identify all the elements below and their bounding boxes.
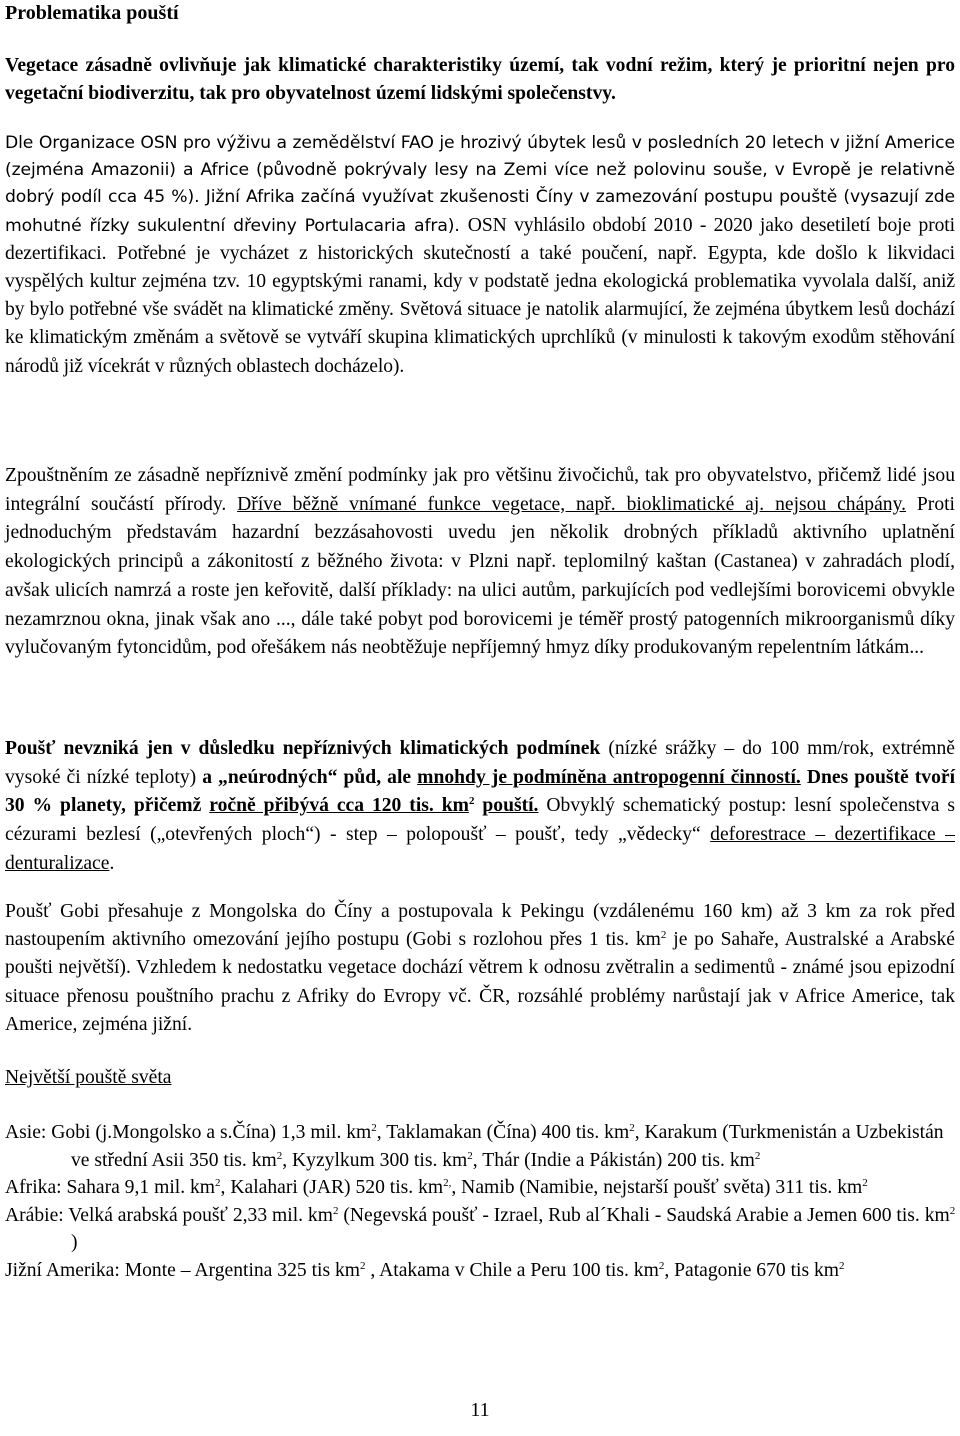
fao-text-5: Egypta, kde došlo k likvidaci vyspělých kultur zejména tzv.	[5, 242, 955, 293]
asia-text-4: , Kyzylkum 300 tis. km	[282, 1149, 468, 1171]
desert-origin-bold-1: Poušť nevzniká jen v důsledku nepříznivých klimatických podmínek	[5, 738, 601, 759]
desert-origin-underlined-4: deforestrace – dezertifikace – denturalizace	[5, 824, 955, 874]
africa-text-3: , Namib (Namibie, nejstarší poušť světa) 311 tis. km	[451, 1177, 863, 1198]
desert-origin-text-3: .	[109, 852, 115, 874]
desertification-text-a: Zpouštněním ze zásadně nepříznivě změní podmínky jak pro většinu živočichů, tak pro obyvatelstvo, přičemž lidé jsou integrální součástí přírody.	[5, 465, 955, 515]
samerica-text-2: , Atakama v Chile a Peru 100 tis. km	[365, 1259, 659, 1281]
asia-sup-5: 2	[754, 1149, 761, 1162]
section-heading: Největší pouště světa	[5, 1067, 172, 1088]
arabia-text-2: (Negevská poušť - Izrael, Rub al´Khali - Saudská Arabie a Jemen 600 tis. km	[338, 1204, 950, 1226]
fao-text-7: Světová situace je natolik alarmující, že zejména úbytkem lesů dochází ke klimatickým změnám a světově se vytváří skupina klimatických uprchlíků (v minulosti k takovým exodům stěhování národů již vícekrát v různých oblastech docházelo).	[5, 299, 955, 377]
list-item-africa	[5, 1174, 957, 1202]
desert-origin-bold-2: a „neúrodných“ půd, ale	[202, 766, 418, 788]
asia-sup-3: 2	[276, 1149, 283, 1162]
africa-text-1: Afrika: Sahara 9,1 mil. km	[5, 1177, 216, 1198]
africa-text-2: , Kalahari (JAR) 520 tis. km	[220, 1177, 444, 1198]
list-item-south-america	[5, 1257, 957, 1285]
desert-origin-text-1: (nízké srážky – do 100 mm/rok, extrémně vysoké či nízké teploty)	[5, 738, 956, 788]
desert-origin-sup: 2	[468, 795, 475, 808]
samerica-sup-3: 2	[839, 1259, 845, 1272]
desert-origin-bold-3: Dnes pouště tvoří 30 % planety, přičemž	[5, 766, 956, 817]
asia-sup-4: 2	[467, 1149, 473, 1162]
desertification-paragraph	[5, 462, 955, 663]
desert-origin-underlined-2: ročně přibývá cca 120 tis. km	[209, 795, 469, 817]
gobi-text-b: je po Sahaře, Australské a Arabské poušti největší). Vzhledem k nedostatku vegetace dochází větrem k odnosu zvětralin a sedimentů - známé jsou epizodní situace přenosu pouštního prachu z Afriky do Evropy vč. ČR, rozsáhlé problémy narůstají jak v Africe Americe, tak Americe, zejména jižní.	[5, 929, 956, 1035]
samerica-text-1: Jižní Amerika: Monte – Argentina 325 tis km	[5, 1259, 361, 1281]
gobi-text-a: Poušť Gobi přesahuje z Mongolska do Číny a postupovala k Pekingu (vzdálenému 160 km) až 3 km za rok před nastoupením aktivního omezování jejího postupu (Gobi s rozlohou přes 1 tis. km	[5, 901, 955, 951]
africa-sup-2: 2,	[443, 1177, 452, 1189]
asia-text-3: , Karakum (Turkmenistán a Uzbekistán ve střední Asii 350 tis. km	[71, 1122, 944, 1171]
fao-text-6: 10 egyptskými ranami, kdy v podstatě jedna ekologická problematika vyvolala další, aniž by bylo potřebné vše svádět na klimatické změny.	[5, 271, 955, 321]
arabia-text-1: Arábie: Velká arabská poušť 2,33 mil. km	[5, 1204, 333, 1226]
fao-paragraph	[5, 130, 955, 381]
fao-text-3: OSN vyhlásilo období 2010 - 2020 jako desetiletí boje proti dezertifikaci.	[5, 214, 955, 264]
asia-sup-2: 2	[629, 1122, 635, 1134]
fao-text-2: Jižní Afrika začíná využívat zkušenosti Číny v zamezování postupu pouště (vysazují zde mohutné řízky sukulentní dřeviny Portulacaria afra).	[5, 187, 955, 236]
asia-text-1: Asie: Gobi (j.Mongolsko a s.Čína) 1,3 mil. km	[5, 1122, 372, 1143]
page-title: Problematika pouští	[5, 2, 179, 24]
desert-origin-underlined-1: mnohdy je podmíněna antropogenní činností.	[417, 766, 801, 788]
desert-origin-underlined-3: pouští.	[482, 795, 539, 817]
desertification-underlined: Dříve běžně vnímané funkce vegetace, např. bioklimatické aj. nejsou chápány.	[237, 493, 907, 515]
list-item-asia	[5, 1119, 957, 1174]
desertification-text-b: Proti jednoduchým představám hazardní bezzásahovosti uvedu jen několik drobných příkladů aktivního uplatnění ekologických principů a zákonitostí z běžného života: v Plzni např. teplomilný kaštan (Castanea) v zahradách plodí, avšak ulicích namrzá a roste jen keřovitě, další příklady: na ulici autům, parkujících pod vedlejšími borovicemi obvykle nezamrznou okna, jinak však ano ..., dále také pobyt pod borovicemi je téměř prostý patogenních mikroorganismů díky vylučovaným fytoncidům, pod ořešákem nás neobtěžuje nepříjemný hmyz díky produkovaným repelentním látkám...	[5, 493, 955, 659]
africa-sup-3: 2	[862, 1177, 868, 1189]
samerica-sup-2: 2	[658, 1259, 665, 1272]
fao-text-4: Potřebné je vycházet z historických skutečností a také poučení, např.	[117, 242, 697, 264]
samerica-text-3: , Patagonie 670 tis km	[664, 1259, 840, 1281]
arabia-sup-1: 2	[332, 1204, 339, 1217]
list-item-arabia	[5, 1202, 957, 1257]
gobi-sup: 2	[660, 929, 667, 942]
gobi-paragraph	[5, 898, 955, 1039]
desert-origin-paragraph	[5, 735, 955, 879]
page-number: 11	[470, 1399, 490, 1421]
desert-origin-text-2: Obvyklý schematický postup: lesní společenstva s cézurami bezlesí („otevřených ploch“) - step – polopoušť – poušť, tedy „vědecky“	[5, 795, 955, 846]
asia-text-5: , Thár (Indie a Pákistán) 200 tis. km	[472, 1149, 755, 1171]
intro-paragraph: Vegetace zásadně ovlivňuje jak klimatické charakteristiky území, tak vodní režim, který je prioritní nejen pro vegetační biodiverzitu, tak pro obyvatelnost území lidskými společenstvy.	[5, 55, 955, 104]
arabia-text-3: )	[71, 1232, 78, 1253]
fao-text-1: Dle Organizace OSN pro výživu a zemědělství FAO je hrozivý úbytek lesů v posledních 20 letech v jižní Americe (zejména Amazonii) a Africe (původně pokrývaly lesy na Zemi více než polovinu souše, v Evropě je relativně dobrý podíl cca 45 %).	[5, 133, 955, 208]
asia-sup-1: 2	[371, 1122, 377, 1134]
samerica-sup-1: 2	[360, 1259, 366, 1272]
africa-sup-1: 2	[215, 1177, 221, 1189]
asia-text-2: , Taklamakan (Čína) 400 tis. km	[376, 1122, 630, 1143]
arabia-sup-2: 2	[949, 1204, 956, 1217]
deserts-list	[5, 1119, 957, 1284]
